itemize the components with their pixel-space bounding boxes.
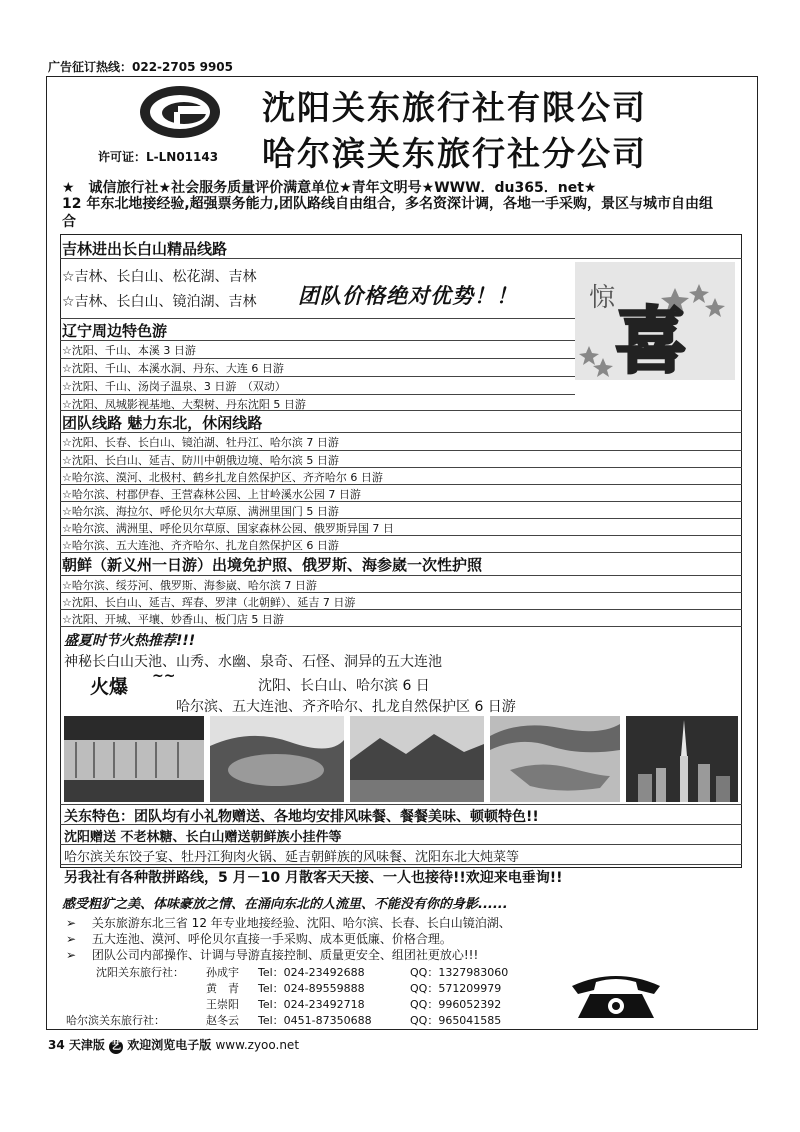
contact-name: 黄 青 — [206, 982, 239, 995]
waterfall-photo — [64, 716, 204, 802]
bullet-item: ➢ 关东旅游东北三省 12 年专业地接经验、沈阳、哈尔滨、长春、长白山镜泊湖、 — [66, 916, 511, 930]
list-item: ☆哈尔滨、五大连池、齐齐哈尔、扎龙自然保护区 6 日游 — [62, 539, 339, 552]
contact-label-harbin: 哈尔滨关东旅行社： — [66, 1014, 165, 1027]
hot-route-2: 哈尔滨、五大连池、齐齐哈尔、扎龙自然保护区 6 日游 — [176, 699, 516, 715]
divider — [60, 376, 575, 377]
hot-mark: ~~ — [152, 668, 176, 684]
divider — [60, 258, 742, 259]
features-line-1: 关东特色：团队均有小礼物赠送、各地均安排风味餐、餐餐美味、顿顿特色!! — [64, 809, 539, 825]
footer-badge: 艺 — [111, 1041, 122, 1052]
list-item: ☆沈阳、千山、汤岗子温泉、3 日游 （双动） — [62, 380, 286, 393]
list-item: ☆沈阳、长白山、延吉、珲春、罗津（北朝鲜）、延吉 7 日游 — [62, 596, 356, 609]
tagline: 感受粗犷之美、体味豪放之情、在涌向东北的人流里、不能没有你的身影...... — [62, 897, 508, 912]
company-logo — [134, 80, 226, 144]
contact-tel: Tel：024-23492688 — [258, 966, 365, 979]
divider — [60, 518, 742, 519]
divider — [60, 394, 575, 395]
license-number: 许可证：L-LN01143 — [98, 150, 219, 164]
city-skyline-photo — [626, 716, 738, 802]
list-item: ☆沈阳、千山、本溪水洞、丹东、大连 6 日游 — [62, 362, 284, 375]
contact-name: 赵冬云 — [206, 1014, 239, 1027]
company-name-harbin: 哈尔滨关东旅行社分公司 — [262, 134, 647, 173]
contact-name: 孙成宇 — [206, 966, 239, 979]
bullet-item: ➢ 团队公司内部操作、计调与导游直接控制、质量更安全、组团社更放心!!! — [66, 948, 479, 962]
list-item: ☆吉林、长白山、松花湖、吉林 — [62, 269, 257, 285]
divider — [60, 467, 742, 468]
divider — [60, 535, 742, 536]
summer-description: 神秘长白山天池、山秀、水幽、泉奇、石怪、洞异的五大连池 — [64, 654, 442, 670]
divider — [60, 626, 742, 627]
divider — [60, 804, 742, 805]
divider — [60, 358, 575, 359]
footer-text: 欢迎浏览电子版 — [127, 1038, 212, 1052]
hot-label: 火爆 — [90, 676, 129, 698]
summer-title: 盛夏时节火热推荐!!! — [64, 633, 196, 649]
list-item: ☆哈尔滨、海拉尔、呼伦贝尔大草原、满洲里国门 5 日游 — [62, 505, 339, 518]
page-footer — [48, 1036, 299, 1054]
contact-tel: Tel：024-89559888 — [258, 982, 365, 995]
divider — [60, 844, 742, 845]
contact-qq: QQ：1327983060 — [410, 966, 509, 979]
divider — [60, 824, 742, 825]
hot-route-1: 沈阳、长白山、哈尔滨 6 日 — [258, 678, 430, 694]
divider — [60, 609, 742, 610]
intro-text: 12 年东北地接经验,超强票务能力,团队路线自由组合，多名资深计调，各地一手采购，景区与城市自由组合 — [62, 196, 713, 230]
contact-name: 王崇阳 — [206, 998, 239, 1011]
list-item: ☆吉林、长白山、镜泊湖、吉林 — [62, 294, 257, 310]
contact-qq: QQ：996052392 — [410, 998, 502, 1011]
mountain-photo — [350, 716, 484, 802]
list-item: ☆哈尔滨、漠河、北极村、鹤乡扎龙自然保护区、齐齐哈尔 6 日游 — [62, 471, 383, 484]
contact-label-shenyang: 沈阳关东旅行社： — [96, 966, 184, 979]
features-line-3: 哈尔滨关东饺子宴、牡丹江狗肉火锅、延吉朝鲜族的风味餐、沈阳东北大炖菜等 — [64, 850, 520, 865]
list-item: ☆沈阳、千山、本溪 3 日游 — [62, 344, 196, 357]
contact-tel: Tel：024-23492718 — [258, 998, 365, 1011]
page-number: 34 — [48, 1038, 65, 1052]
lake-photo — [210, 716, 344, 802]
edition-label: 天津版 — [68, 1038, 105, 1052]
price-advantage: 团队价格绝对优势！！ — [298, 284, 518, 308]
divider — [60, 340, 575, 341]
surprise-big-char: 喜 — [615, 299, 688, 380]
section-title-jilin: 吉林进出长白山精品线路 — [62, 240, 228, 258]
divider — [60, 410, 742, 411]
islands-photo — [490, 716, 620, 802]
slogan: ★ 诚信旅行社★社会服务质量评价满意单位★青年文明号★WWW．du365．net★ — [62, 180, 597, 196]
divider — [60, 864, 742, 865]
divider — [60, 592, 742, 593]
bullet-item: ➢ 五大连池、漠河、呼伦贝尔直接一手采购、成本更低廉、价格合理。 — [66, 932, 452, 946]
list-item: ☆哈尔滨、村郡伊春、王营森林公园、上甘岭溪水公园 7 日游 — [62, 488, 361, 501]
divider — [60, 318, 575, 319]
contact-qq: QQ：965041585 — [410, 1014, 502, 1027]
ad-hotline: 广告征订热线：022-2705 9905 — [48, 60, 234, 74]
section-title-group: 团队线路 魅力东北，休闲线路 — [62, 414, 263, 432]
list-item: ☆沈阳、长春、长白山、镜泊湖、牡丹江、哈尔滨 7 日游 — [62, 436, 339, 449]
divider — [60, 552, 742, 553]
features-line-2: 沈阳赠送 不老林糖、长白山赠送朝鲜族小挂件等 — [64, 830, 342, 845]
contact-tel: Tel：0451-87350688 — [258, 1014, 372, 1027]
company-name-shenyang: 沈阳关东旅行社有限公司 — [262, 88, 647, 127]
divider — [60, 575, 742, 576]
divider — [60, 450, 742, 451]
features-line-4: 另我社有各种散拼路线，5 月－10 月散客天天接、一人也接待!!欢迎来电垂询!! — [64, 870, 563, 886]
list-item: ☆哈尔滨、绥芬河、俄罗斯、海参崴、哈尔滨 7 日游 — [62, 579, 317, 592]
divider — [60, 432, 742, 433]
surprise-small-char: 惊 — [589, 283, 616, 313]
divider — [60, 484, 742, 485]
divider — [60, 501, 742, 502]
section-title-korea: 朝鲜（新义州一日游）出境免护照、俄罗斯、海参崴一次性护照 — [62, 556, 483, 574]
telephone-icon — [568, 972, 664, 1020]
list-item: ☆沈阳、开城、平壤、妙香山、板门店 5 日游 — [62, 613, 284, 626]
list-item: ☆沈阳、长白山、延吉、防川中朝俄边境、哈尔滨 5 日游 — [62, 454, 339, 467]
contact-qq: QQ：571209979 — [410, 982, 502, 995]
surprise-graphic — [575, 262, 735, 380]
list-item: ☆哈尔滨、满洲里、呼伦贝尔草原、国家森林公园、俄罗斯异国 7 日 — [62, 522, 394, 535]
footer-url[interactable]: www.zyoo.net — [215, 1038, 300, 1052]
section-title-liaoning: 辽宁周边特色游 — [62, 322, 168, 340]
list-item: ☆沈阳、凤城影视基地、大梨树、丹东沈阳 5 日游 — [62, 398, 306, 411]
